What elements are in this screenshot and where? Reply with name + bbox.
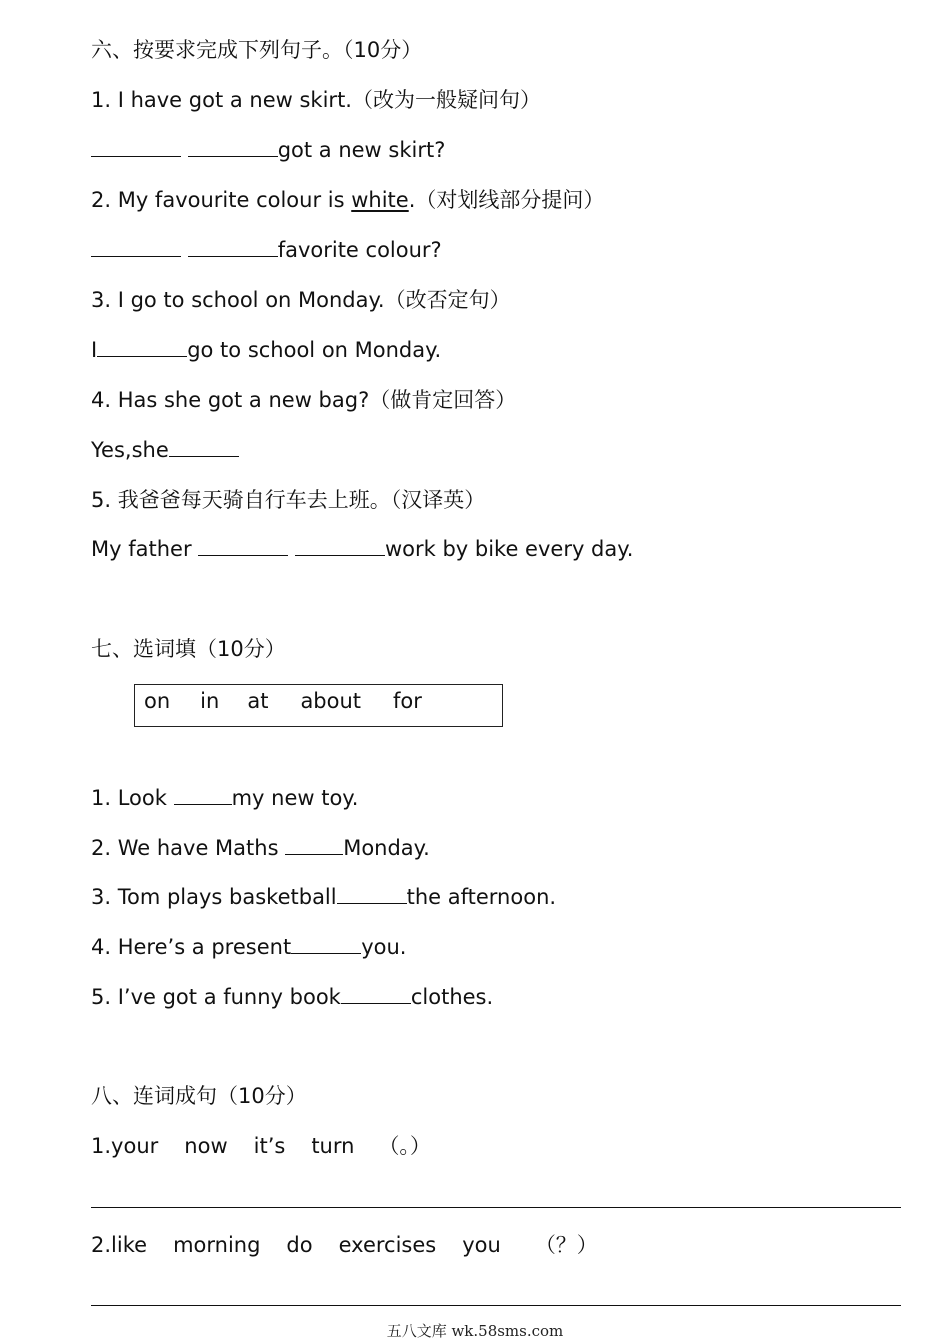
answer-blank[interactable] — [97, 336, 187, 357]
s7-item-4 — [91, 933, 406, 961]
s8-word: your — [111, 1134, 159, 1158]
answer-line[interactable] — [91, 1305, 901, 1306]
word-bank-item: at — [247, 689, 269, 713]
s6-q5 — [91, 486, 485, 514]
answer-blank[interactable] — [91, 136, 181, 157]
s7-item-after: you. — [361, 935, 407, 959]
word-bank-item: about — [300, 689, 362, 713]
answer-line[interactable] — [91, 1207, 901, 1208]
s6-q3-instruction: （改否定句） — [384, 288, 511, 312]
word-bank-item: for — [393, 689, 422, 713]
s6-q4-instruction: （做肯定回答） — [369, 388, 517, 412]
word-bank-item: in — [200, 689, 220, 713]
s8-q1-num: 1. — [91, 1134, 112, 1158]
section8-heading: 八、连词成句（10分） — [91, 1084, 307, 1108]
word-bank-box — [134, 684, 503, 727]
word-bank-item: on — [144, 689, 171, 713]
s8-q1 — [91, 1132, 431, 1160]
s7-item-before: 4. Here’s a present — [91, 935, 292, 959]
section7-heading: 七、选词填（10分） — [91, 637, 286, 661]
s7-item-after: Monday. — [343, 836, 430, 860]
s7-item-5 — [91, 983, 493, 1011]
answer-blank[interactable] — [169, 436, 239, 457]
s6-q5-text: 5. 我爸爸每天骑自行车去上班。 — [91, 488, 391, 512]
s6-q3-text: 3. I go to school on Monday. — [91, 288, 385, 312]
answer-blank[interactable] — [295, 535, 385, 556]
s8-q2 — [91, 1231, 598, 1259]
s6-q2-underlined-word: white — [351, 188, 409, 212]
s8-q1-punct: （。） — [378, 1134, 431, 1158]
s7-item-before: 3. Tom plays basketball — [91, 885, 337, 909]
s6-q1-answer — [91, 136, 445, 164]
s6-q3-answer-head: I — [91, 338, 98, 362]
s7-item-after: clothes. — [410, 985, 494, 1009]
footer-watermark: 五八文库 wk.58sms.com — [386, 1322, 564, 1340]
s7-item-before: 2. We have Maths — [91, 836, 286, 860]
answer-blank[interactable] — [337, 883, 407, 904]
s8-word: do — [286, 1233, 313, 1257]
s6-q4 — [91, 386, 516, 414]
s6-q1-instruction: （改为一般疑问句） — [351, 88, 541, 112]
s8-word: turn — [311, 1134, 355, 1158]
s6-q1 — [91, 86, 541, 114]
answer-blank[interactable] — [174, 784, 232, 805]
s6-q2-answer — [91, 236, 442, 264]
answer-blank[interactable] — [285, 834, 343, 855]
s7-item-before: 1. Look — [91, 786, 174, 810]
s6-q2 — [91, 186, 604, 214]
s6-q2-instruction: （对划线部分提问） — [415, 188, 605, 212]
s8-word: you — [462, 1233, 501, 1257]
answer-blank[interactable] — [291, 933, 361, 954]
answer-blank[interactable] — [198, 535, 288, 556]
s7-item-1 — [91, 784, 358, 812]
s6-q2-answer-tail: favorite colour? — [277, 238, 442, 262]
s8-word: now — [184, 1134, 228, 1158]
s7-item-after: my new toy. — [231, 786, 359, 810]
s6-q5-answer-head: My father — [91, 537, 199, 561]
answer-blank[interactable] — [188, 236, 278, 257]
s8-q2-punct: （？） — [534, 1233, 598, 1257]
s6-q4-answer — [91, 436, 239, 464]
s7-item-3 — [91, 883, 556, 911]
s8-word: like — [111, 1233, 148, 1257]
answer-blank[interactable] — [341, 983, 411, 1004]
s8-word: morning — [173, 1233, 261, 1257]
s6-q1-text: 1. I have got a new skirt. — [91, 88, 352, 112]
s6-q2-text-before: 2. My favourite colour is — [91, 188, 352, 212]
s6-q4-answer-head: Yes,she — [91, 438, 169, 462]
s7-item-after: the afternoon. — [406, 885, 557, 909]
s6-q5-answer-tail: work by bike every day. — [384, 537, 634, 561]
s6-q3-answer-tail: go to school on Monday. — [187, 338, 442, 362]
s6-q5-answer — [91, 535, 633, 563]
section6-heading: 六、按要求完成下列句子。（10分） — [91, 38, 423, 62]
s8-q2-num: 2. — [91, 1233, 112, 1257]
answer-blank[interactable] — [188, 136, 278, 157]
s6-q4-text: 4. Has she got a new bag? — [91, 388, 370, 412]
answer-blank[interactable] — [91, 236, 181, 257]
s6-q1-answer-tail: got a new skirt? — [277, 138, 446, 162]
s6-q5-instruction: （汉译英） — [390, 488, 486, 512]
s6-q3 — [91, 286, 511, 314]
s6-q2-text-after: . — [408, 188, 416, 212]
s8-word: exercises — [338, 1233, 437, 1257]
s7-item-before: 5. I’ve got a funny book — [91, 985, 341, 1009]
s8-word: it’s — [253, 1134, 286, 1158]
s7-item-2 — [91, 834, 430, 862]
s6-q3-answer — [91, 336, 441, 364]
